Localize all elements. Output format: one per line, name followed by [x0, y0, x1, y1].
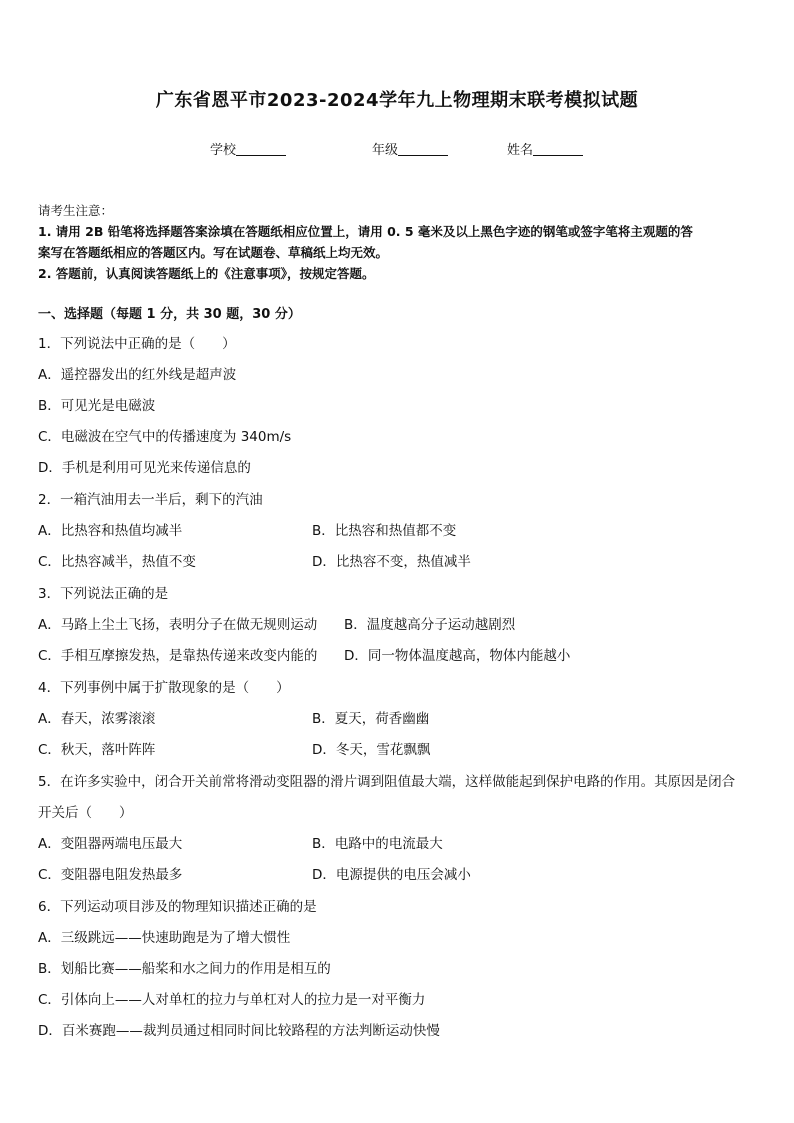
grade-label: 年级	[372, 143, 399, 158]
question-4-option-c: C．秋天，落叶阵阵	[38, 742, 156, 758]
question-6-option-b: B．划船比赛——船桨和水之间力的作用是相互的	[38, 961, 331, 977]
grade-blank	[398, 141, 448, 156]
school-blank	[236, 141, 286, 156]
question-5-option-a: A．变阻器两端电压最大	[38, 836, 183, 852]
notice-heading: 请考生注意：	[38, 203, 114, 218]
notice-item-1-line-2: 案写在答题纸相应的答题区内。写在试题卷、草稿纸上均无效。	[38, 245, 389, 260]
question-1-option-b: B．可见光是电磁波	[38, 398, 156, 414]
question-6-option-d: D．百米赛跑——裁判员通过相同时间比较路程的方法判断运动快慢	[38, 1023, 440, 1039]
question-4-option-d: D．冬天，雪花飘飘	[312, 742, 431, 758]
school-label: 学校	[210, 143, 237, 158]
question-3-stem: 3．下列说法正确的是	[38, 586, 169, 602]
name-blank	[533, 141, 583, 156]
question-4-stem: 4．下列事例中属于扩散现象的是（ ）	[38, 680, 290, 696]
notice-item-2: 2. 答题前，认真阅读答题纸上的《注意事项》，按规定答题。	[38, 266, 375, 281]
question-6-option-a: A．三级跳远——快速助跑是为了增大惯性	[38, 930, 291, 946]
school-field	[210, 139, 286, 158]
exam-notice	[38, 200, 760, 284]
question-6-option-c: C．引体向上——人对单杠的拉力与单杠对人的拉力是一对平衡力	[38, 992, 426, 1008]
name-field	[507, 139, 583, 158]
student-info-row	[0, 139, 794, 161]
question-5-option-d: D．电源提供的电压会减小	[312, 867, 471, 883]
question-1-option-d: D．手机是利用可见光来传递信息的	[38, 460, 251, 476]
question-3-option-c: C．手相互摩擦发热，是靠热传递来改变内能的	[38, 648, 318, 664]
page-title: 广东省恩平市2023-2024学年九上物理期末联考模拟试题	[155, 90, 639, 111]
question-3-option-d: D．同一物体温度越高，物体内能越小	[344, 648, 571, 664]
question-3-option-a: A．马路上尘土飞扬，表明分子在做无规则运动	[38, 617, 318, 633]
question-1-stem: 1．下列说法中正确的是（ ）	[38, 336, 236, 352]
notice-item-1-line-1: 1. 请用 2B 铅笔将选择题答案涂填在答题纸相应位置上，请用 0. 5 毫米及以上黑色字迹的钢笔或签字笔将主观题的答	[38, 224, 693, 239]
question-5-option-c: C．变阻器电阻发热最多	[38, 867, 183, 883]
question-1-option-a: A．遥控器发出的红外线是超声波	[38, 367, 237, 383]
question-4-option-b: B．夏天，荷香幽幽	[312, 711, 430, 727]
question-1-option-c: C．电磁波在空气中的传播速度为 340m/s	[38, 429, 292, 445]
question-2-option-c: C．比热容减半，热值不变	[38, 554, 196, 570]
question-2-option-b: B．比热容和热值都不变	[312, 523, 457, 539]
name-label: 姓名	[507, 143, 534, 158]
question-2-stem: 2．一箱汽油用去一半后，剩下的汽油	[38, 492, 263, 508]
question-2-option-a: A．比热容和热值均减半	[38, 523, 183, 539]
question-5-option-b: B．电路中的电流最大	[312, 836, 443, 852]
question-4-option-a: A．春天，浓雾滚滚	[38, 711, 156, 727]
question-3-option-b: B．温度越高分子运动越剧烈	[344, 617, 516, 633]
grade-field	[372, 139, 448, 158]
question-5-stem-line-1: 5．在许多实验中，闭合开关前常将滑动变阻器的滑片调到阻值最大端，这样做能起到保护电路的作用。其原因是闭合	[38, 774, 736, 790]
question-5-stem-line-2: 开关后（ ）	[38, 805, 133, 821]
section-title: 一、选择题（每题 1 分，共 30 题，30 分）	[38, 307, 301, 322]
question-2-option-d: D．比热容不变，热值减半	[312, 554, 471, 570]
question-6-stem: 6．下列运动项目涉及的物理知识描述正确的是	[38, 899, 317, 915]
